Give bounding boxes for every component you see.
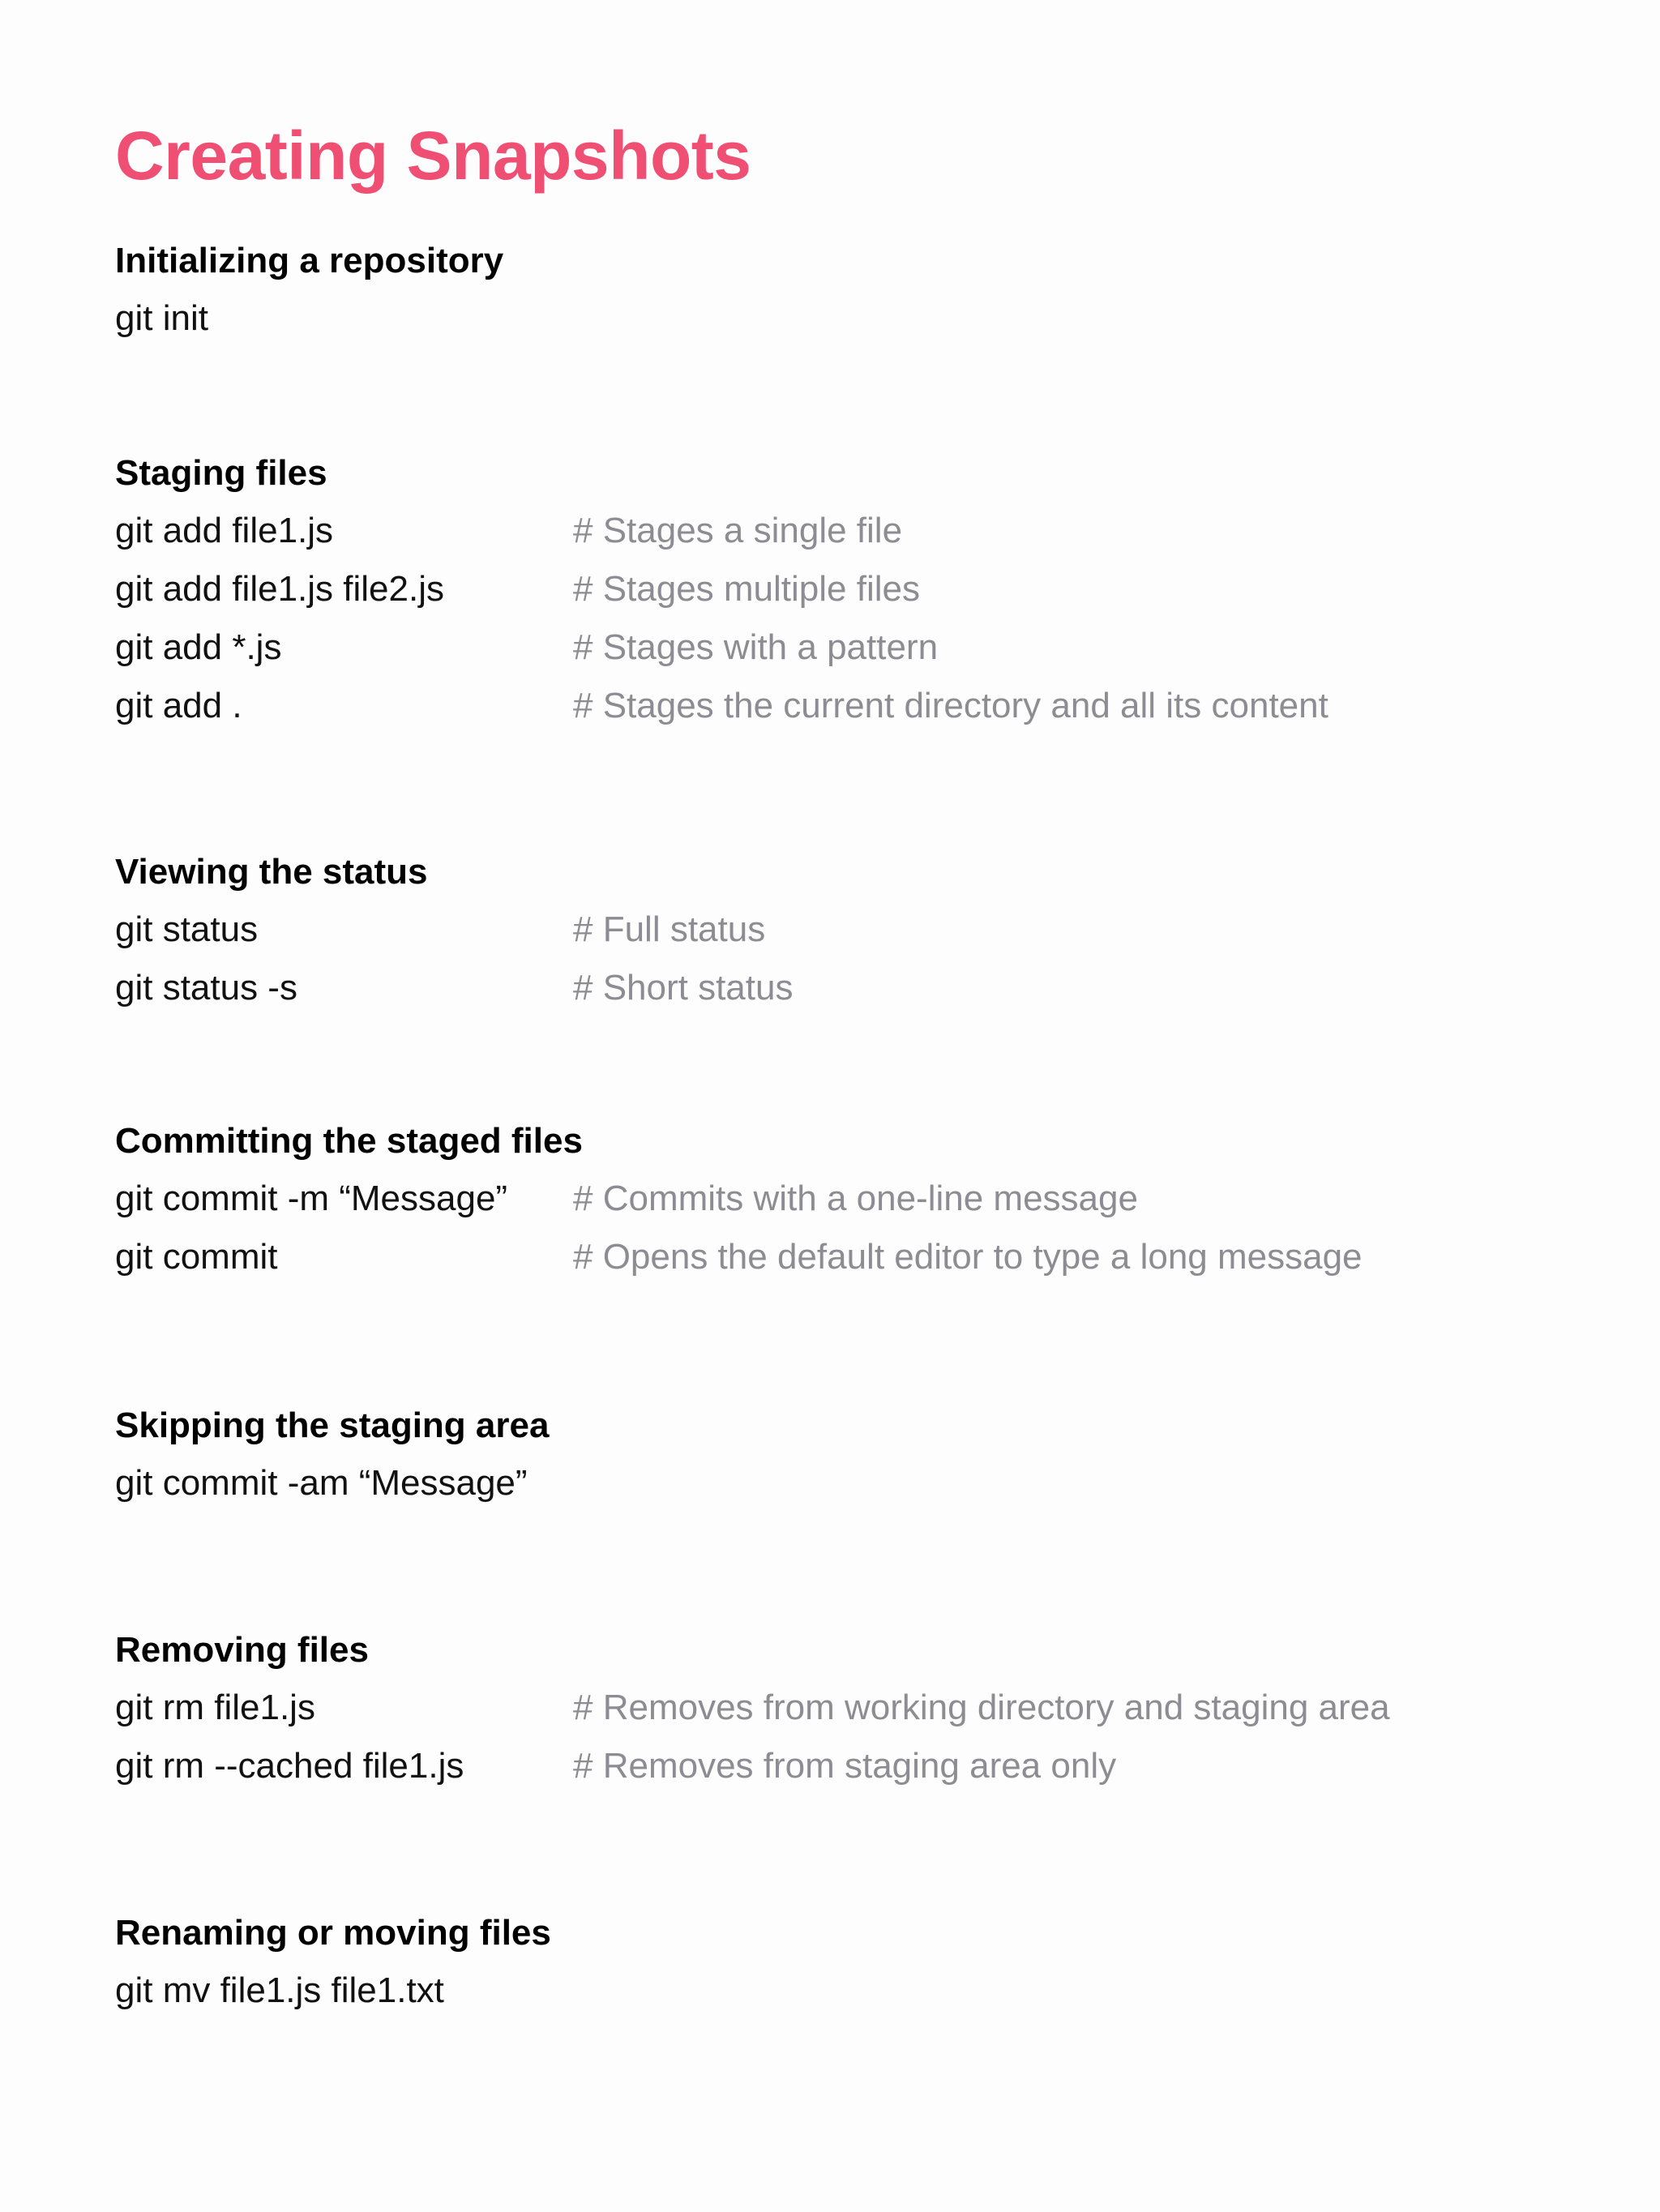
- command-comment: # Commits with a one-line message: [573, 1179, 1138, 1218]
- command-text: git commit -m “Message”: [115, 1179, 508, 1218]
- command-row: [115, 1679, 1574, 1737]
- section-renaming: [115, 1905, 1574, 2020]
- command-row: [115, 1454, 1574, 1512]
- command-comment: # Short status: [573, 968, 794, 1008]
- section-heading: Committing the staged files: [115, 1121, 583, 1161]
- command-row: [115, 289, 1574, 348]
- section-heading: Skipping the staging area: [115, 1405, 550, 1445]
- command-text: git commit -am “Message”: [115, 1463, 528, 1503]
- command-text: git add *.js: [115, 627, 282, 667]
- command-text: git commit: [115, 1237, 278, 1277]
- section-status: [115, 844, 1574, 1017]
- command-row: [115, 677, 1574, 735]
- command-text: git add file1.js: [115, 511, 334, 550]
- section-heading: Staging files: [115, 453, 327, 493]
- command-comment: # Stages multiple files: [573, 569, 920, 609]
- command-row: [115, 901, 1574, 959]
- command-text: git add .: [115, 686, 242, 725]
- section-heading: Viewing the status: [115, 852, 428, 892]
- command-row: [115, 618, 1574, 677]
- page-title: Creating Snapshots: [115, 118, 751, 194]
- command-row: [115, 1962, 1574, 2020]
- command-text: git add file1.js file2.js: [115, 569, 444, 609]
- command-comment: # Opens the default editor to type a long message: [573, 1237, 1363, 1277]
- section-staging: [115, 445, 1574, 735]
- section-skipping-staging: [115, 1397, 1574, 1512]
- command-text: git status: [115, 909, 259, 949]
- command-comment: # Stages with a pattern: [573, 627, 939, 667]
- command-comment: # Stages the current directory and all its content: [573, 686, 1328, 725]
- command-comment: # Removes from staging area only: [573, 1746, 1117, 1786]
- section-heading: Removing files: [115, 1630, 369, 1670]
- command-text: git rm file1.js: [115, 1688, 315, 1727]
- section-committing: [115, 1113, 1574, 1286]
- command-text: git status -s: [115, 968, 297, 1008]
- command-row: [115, 560, 1574, 618]
- section-heading: Renaming or moving files: [115, 1913, 551, 1953]
- command-row: [115, 1170, 1574, 1228]
- command-row: [115, 1737, 1574, 1795]
- command-comment: # Stages a single file: [573, 511, 903, 550]
- command-comment: # Full status: [573, 909, 766, 949]
- command-row: [115, 502, 1574, 560]
- command-row: [115, 959, 1574, 1017]
- command-text: git rm --cached file1.js: [115, 1746, 464, 1786]
- command-text: git init: [115, 298, 208, 338]
- command-row: [115, 1228, 1574, 1286]
- command-text: git mv file1.js file1.txt: [115, 1970, 444, 2010]
- section-initializing: [115, 233, 1574, 348]
- command-comment: # Removes from working directory and staging area: [573, 1688, 1390, 1727]
- section-heading: Initializing a repository: [115, 241, 504, 280]
- section-removing: [115, 1622, 1574, 1795]
